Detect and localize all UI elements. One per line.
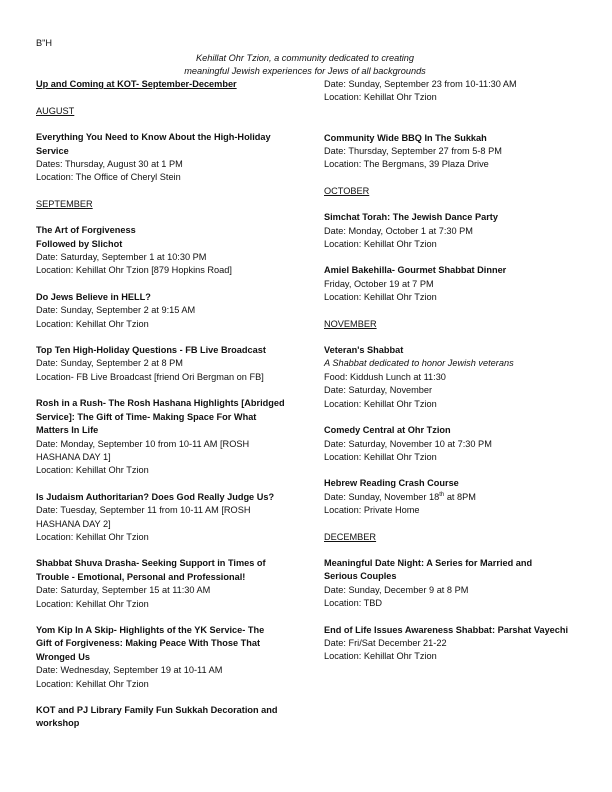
right-column: [324, 78, 582, 664]
event-date: Date: Saturday, September 15 at 11:30 AM: [36, 585, 211, 596]
event-location: Location: Kehillat Ohr Tzion: [324, 651, 437, 662]
event-date: Date: Fri/Sat December 21-22: [324, 637, 447, 648]
event-date: Date: Saturday, September 1 at 10:30 PM: [36, 252, 207, 263]
event-title: Wronged Us: [36, 651, 90, 662]
event-date-text: Date: Sunday, November 18: [324, 491, 440, 502]
event-date: Dates: Thursday, August 30 at 1 PM: [36, 159, 183, 170]
event-title: Hebrew Reading Crash Course: [324, 478, 459, 489]
event-location: Location- FB Live Broadcast [friend Ori Bergman on FB]: [36, 371, 264, 382]
event-end-of-life: [324, 624, 582, 664]
event-date: Date: Sunday, December 9 at 8 PM: [324, 584, 469, 595]
event-title: Amiel Bakehilla- Gourmet Shabbat Dinner: [324, 265, 507, 276]
event-amiel-bakehilla: [324, 264, 582, 304]
event-date: Date: Tuesday, September 11 from 10-11 AM [ROSH: [36, 505, 251, 516]
event-food: Food: Kiddush Lunch at 11:30: [324, 371, 446, 382]
event-judaism-authoritarian: [36, 491, 296, 545]
month-october: OCTOBER: [324, 185, 370, 196]
left-column: [36, 78, 296, 731]
event-location: Location: Kehillat Ohr Tzion: [36, 465, 149, 476]
event-title: Top Ten High-Holiday Questions - FB Live Broadcast: [36, 345, 266, 356]
event-location: Location: Kehillat Ohr Tzion: [324, 398, 437, 409]
event-location: Location: Kehillat Ohr Tzion: [36, 598, 149, 609]
event-location: Location: Kehillat Ohr Tzion: [36, 531, 149, 542]
event-title: Comedy Central at Ohr Tzion: [324, 425, 451, 436]
event-location: Location: Private Home: [324, 505, 420, 516]
month-august: AUGUST: [36, 105, 75, 116]
event-time-text: at 8PM: [444, 491, 476, 502]
event-art-of-forgiveness: [36, 224, 296, 278]
event-title: Yom Kip In A Skip- Highlights of the YK Service- The: [36, 624, 265, 635]
event-location: Location: The Bergmans, 39 Plaza Drive: [324, 159, 489, 170]
month-december: DECEMBER: [324, 531, 377, 542]
event-date: HASHANA DAY 2]: [36, 518, 111, 529]
event-comedy-central: [324, 424, 582, 464]
event-location: Location: Kehillat Ohr Tzion: [324, 451, 437, 462]
event-date: Date: Monday, October 1 at 7:30 PM: [324, 225, 473, 236]
event-title: Is Judaism Authoritarian? Does God Really Judge Us?: [36, 491, 275, 502]
event-date: Friday, October 19 at 7 PM: [324, 278, 434, 289]
event-title: Shabbat Shuva Drasha- Seeking Support in Times of: [36, 558, 266, 569]
event-location: Location: The Office of Cheryl Stein: [36, 172, 181, 183]
event-date: Date: Sunday, September 2 at 8 PM: [36, 358, 183, 369]
event-location: Location: Kehillat Ohr Tzion: [36, 318, 149, 329]
event-hell: [36, 291, 296, 331]
event-title: Gift of Forgiveness: Making Peace With Those That: [36, 638, 261, 649]
event-sukkah-decoration: [36, 704, 296, 731]
section-title: Up and Coming at KOT- September-December: [36, 79, 237, 89]
ordinal-suffix: th: [439, 491, 445, 498]
event-title: Veteran's Shabbat: [324, 345, 404, 356]
event-title: Service: [36, 145, 69, 156]
event-simchat-torah: [324, 211, 582, 251]
event-title: Meaningful Date Night: A Series for Married and: [324, 557, 533, 568]
event-date: HASHANA DAY 1]: [36, 451, 111, 462]
tagline-line: Kehillat Ohr Tzion, a community dedicated to creating: [195, 53, 415, 63]
event-veterans-shabbat: [324, 344, 582, 411]
event-date: Date: Monday, September 10 from 10-11 AM [ROSH: [36, 438, 250, 449]
tagline-line: meaningful Jewish experiences for Jews of all backgrounds: [184, 65, 426, 76]
event-title: Service]: The Gift of Time- Making Space For What: [36, 411, 257, 422]
event-location: Location: Kehillat Ohr Tzion: [324, 292, 437, 303]
event-location: Location: Kehillat Ohr Tzion [879 Hopkins Road]: [36, 265, 232, 276]
event-rosh-in-a-rush: [36, 397, 296, 477]
event-shabbat-shuva: [36, 557, 296, 611]
month-november: NOVEMBER: [324, 318, 377, 329]
event-date: Date: Saturday, November 10 at 7:30 PM: [324, 438, 492, 449]
month-september: SEPTEMBER: [36, 198, 93, 209]
event-title: Rosh in a Rush- The Rosh Hashana Highlights [Abridged: [36, 398, 285, 409]
event-title: The Art of Forgiveness: [36, 225, 136, 236]
event-high-holiday-service: [36, 131, 296, 185]
event-title: Simchat Torah: The Jewish Dance Party: [324, 212, 498, 223]
event-bbq-sukkah: [324, 132, 582, 172]
bh-mark: B"H: [36, 38, 53, 48]
event-date: Date: Sunday, September 2 at 9:15 AM: [36, 305, 196, 316]
event-top-ten: [36, 344, 296, 384]
event-title: Do Jews Believe in HELL?: [36, 291, 151, 302]
event-title: End of Life Issues Awareness Shabbat: Parshat Vayechi: [324, 624, 569, 635]
event-location: Location: Kehillat Ohr Tzion: [36, 678, 149, 689]
event-title: Matters In Life: [36, 425, 99, 436]
event-date: Date: Wednesday, September 19 at 10-11 AM: [36, 665, 223, 676]
event-subtitle: A Shabbat dedicated to honor Jewish veterans: [324, 358, 514, 369]
event-title: Community Wide BBQ In The Sukkah: [324, 132, 487, 143]
event-date: [324, 491, 582, 504]
event-date: Date: Thursday, September 27 from 5-8 PM: [324, 146, 502, 156]
event-title: Everything You Need to Know About the High-Holiday: [36, 132, 271, 143]
event-date-night: [324, 557, 582, 611]
event-title: Followed by Slichot: [36, 238, 123, 249]
event-title: Serious Couples: [324, 571, 397, 582]
event-yom-kip: [36, 624, 296, 691]
event-title: KOT and PJ Library Family Fun Sukkah Decoration and: [36, 705, 278, 716]
event-continuation: [324, 78, 582, 105]
event-title: Trouble - Emotional, Personal and Professional!: [36, 571, 246, 582]
event-date: Date: Sunday, September 23 from 10-11:30 AM: [324, 79, 517, 89]
event-location: Location: Kehillat Ohr Tzion: [324, 92, 437, 103]
event-title: workshop: [36, 718, 80, 729]
tagline: [160, 52, 450, 77]
event-hebrew-reading: [324, 477, 582, 517]
event-location: Location: TBD: [324, 598, 383, 609]
event-location: Location: Kehillat Ohr Tzion: [324, 239, 437, 250]
event-date: Date: Saturday, November: [324, 385, 433, 396]
